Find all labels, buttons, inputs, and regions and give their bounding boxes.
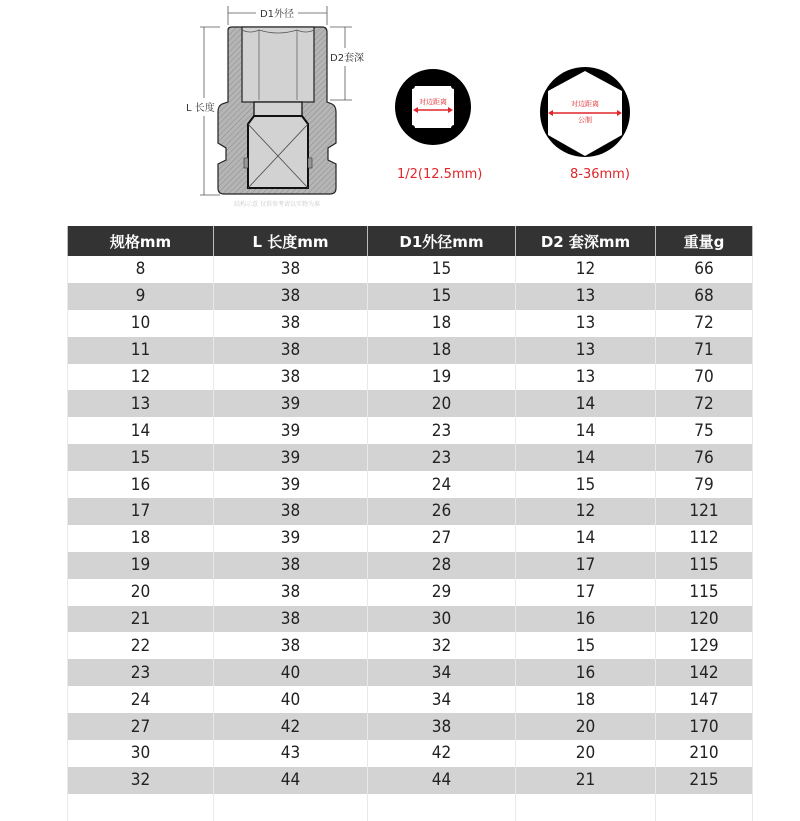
cell-weight: 121 — [656, 498, 753, 525]
cell-length: 38 — [214, 310, 368, 337]
cell-length: 39 — [214, 444, 368, 471]
cell-clipped — [68, 794, 214, 821]
cell-outer-diameter: 20 — [368, 390, 516, 417]
table-row — [68, 310, 753, 337]
cell-weight: 76 — [656, 444, 753, 471]
cell-size: 9 — [68, 283, 214, 310]
cell-depth: 15 — [516, 471, 656, 498]
cell-size: 27 — [68, 713, 214, 740]
table-row — [68, 444, 753, 471]
cell-size: 8 — [68, 256, 214, 283]
header-length: L 长度mm — [214, 226, 368, 256]
table-row — [68, 337, 753, 364]
table-row — [68, 579, 753, 606]
cell-size: 19 — [68, 552, 214, 579]
diagram-caption: 结构示意 仅供参考请以实物为准 — [234, 201, 320, 208]
table-row — [68, 606, 753, 633]
cell-weight: 147 — [656, 686, 753, 713]
cell-outer-diameter: 27 — [368, 525, 516, 552]
square-drive-inner-label: 对边距离 — [419, 98, 447, 106]
cell-size: 12 — [68, 364, 214, 391]
header-weight: 重量g — [656, 226, 753, 256]
cell-depth: 15 — [516, 632, 656, 659]
cell-length: 38 — [214, 632, 368, 659]
cell-length: 38 — [214, 256, 368, 283]
cell-weight: 120 — [656, 606, 753, 633]
cell-outer-diameter: 19 — [368, 364, 516, 391]
hex-socket-size-range: 8-36mm) — [570, 167, 630, 182]
cell-depth: 13 — [516, 283, 656, 310]
table-row — [68, 686, 753, 713]
table-row — [68, 364, 753, 391]
table-row — [68, 417, 753, 444]
cell-outer-diameter: 34 — [368, 659, 516, 686]
cell-weight: 170 — [656, 713, 753, 740]
cell-length: 38 — [214, 337, 368, 364]
cell-clipped — [214, 794, 368, 821]
cell-length: 38 — [214, 283, 368, 310]
cell-length: 39 — [214, 525, 368, 552]
cell-size: 13 — [68, 390, 214, 417]
cell-outer-diameter: 30 — [368, 606, 516, 633]
cell-size: 15 — [68, 444, 214, 471]
cell-size: 20 — [68, 579, 214, 606]
table-row — [68, 525, 753, 552]
cell-weight: 79 — [656, 471, 753, 498]
table-row — [68, 390, 753, 417]
cell-length: 38 — [214, 579, 368, 606]
header-outer-diameter: D1外径mm — [368, 226, 516, 256]
table-row — [68, 740, 753, 767]
cell-weight: 75 — [656, 417, 753, 444]
cell-outer-diameter: 23 — [368, 444, 516, 471]
cell-outer-diameter: 38 — [368, 713, 516, 740]
cell-weight: 71 — [656, 337, 753, 364]
cell-weight: 129 — [656, 632, 753, 659]
cell-depth: 13 — [516, 337, 656, 364]
cell-length: 39 — [214, 471, 368, 498]
spec-table — [67, 226, 752, 800]
cell-weight: 72 — [656, 310, 753, 337]
d2-label: D2套深 — [330, 53, 365, 64]
cell-size: 11 — [68, 337, 214, 364]
cell-size: 10 — [68, 310, 214, 337]
square-drive-icon — [395, 69, 471, 145]
cell-depth: 20 — [516, 740, 656, 767]
cell-size: 17 — [68, 498, 214, 525]
cell-depth: 17 — [516, 552, 656, 579]
cell-depth: 20 — [516, 713, 656, 740]
cell-length: 43 — [214, 740, 368, 767]
cell-depth: 21 — [516, 767, 656, 794]
cell-size: 21 — [68, 606, 214, 633]
cell-outer-diameter: 18 — [368, 337, 516, 364]
cell-depth: 17 — [516, 579, 656, 606]
cell-weight: 72 — [656, 390, 753, 417]
cell-clipped — [656, 794, 753, 821]
table-row — [68, 471, 753, 498]
table-row — [68, 713, 753, 740]
hex-inner-label: 对边距离 — [571, 100, 599, 108]
square-drive-size: 1/2(12.5mm) — [397, 167, 483, 182]
table-row — [68, 498, 753, 525]
cell-weight: 70 — [656, 364, 753, 391]
cell-size: 22 — [68, 632, 214, 659]
cell-weight: 115 — [656, 552, 753, 579]
cell-depth: 12 — [516, 256, 656, 283]
cell-size: 16 — [68, 471, 214, 498]
cell-weight: 112 — [656, 525, 753, 552]
cell-outer-diameter: 42 — [368, 740, 516, 767]
cell-size: 14 — [68, 417, 214, 444]
cell-weight: 66 — [656, 256, 753, 283]
cell-size: 32 — [68, 767, 214, 794]
cell-outer-diameter: 15 — [368, 283, 516, 310]
header-size: 规格mm — [68, 226, 214, 256]
cell-length: 39 — [214, 417, 368, 444]
cell-weight: 215 — [656, 767, 753, 794]
cell-depth: 14 — [516, 417, 656, 444]
cell-outer-diameter: 26 — [368, 498, 516, 525]
cell-outer-diameter: 23 — [368, 417, 516, 444]
table-row — [68, 632, 753, 659]
cell-length: 42 — [214, 713, 368, 740]
cell-outer-diameter: 24 — [368, 471, 516, 498]
cell-clipped — [368, 794, 516, 821]
cell-depth: 16 — [516, 606, 656, 633]
cell-size: 18 — [68, 525, 214, 552]
cell-size: 24 — [68, 686, 214, 713]
cell-length: 38 — [214, 498, 368, 525]
socket-shapes-illustration — [395, 55, 645, 190]
header-depth: D2 套深mm — [516, 226, 656, 256]
cell-depth: 14 — [516, 525, 656, 552]
table-row — [68, 283, 753, 310]
cell-outer-diameter: 29 — [368, 579, 516, 606]
cell-clipped — [516, 794, 656, 821]
d1-label: D1外径 — [259, 9, 295, 20]
cell-length: 39 — [214, 390, 368, 417]
cell-depth: 14 — [516, 444, 656, 471]
cell-weight: 68 — [656, 283, 753, 310]
cell-depth: 12 — [516, 498, 656, 525]
cell-outer-diameter: 15 — [368, 256, 516, 283]
cell-depth: 14 — [516, 390, 656, 417]
cell-outer-diameter: 28 — [368, 552, 516, 579]
cell-length: 38 — [214, 552, 368, 579]
cell-weight: 142 — [656, 659, 753, 686]
cell-length: 44 — [214, 767, 368, 794]
table-row — [68, 552, 753, 579]
cell-length: 40 — [214, 659, 368, 686]
hex-sub-label: 公制 — [578, 116, 592, 124]
cell-size: 30 — [68, 740, 214, 767]
table-row — [68, 767, 753, 794]
cell-length: 38 — [214, 606, 368, 633]
table-row — [68, 256, 753, 283]
cell-depth: 13 — [516, 364, 656, 391]
cell-outer-diameter: 44 — [368, 767, 516, 794]
cell-outer-diameter: 18 — [368, 310, 516, 337]
table-row — [68, 659, 753, 686]
cell-depth: 13 — [516, 310, 656, 337]
cell-outer-diameter: 32 — [368, 632, 516, 659]
cell-size: 23 — [68, 659, 214, 686]
table-header-row — [68, 226, 753, 256]
cell-depth: 16 — [516, 659, 656, 686]
socket-cross-section-diagram — [186, 0, 380, 210]
cell-length: 38 — [214, 364, 368, 391]
cell-outer-diameter: 34 — [368, 686, 516, 713]
cell-weight: 115 — [656, 579, 753, 606]
table-row-clipped — [68, 794, 753, 821]
cell-weight: 210 — [656, 740, 753, 767]
cell-length: 40 — [214, 686, 368, 713]
l-label: L 长度 — [186, 103, 215, 114]
hex-socket-icon — [540, 67, 630, 157]
cell-depth: 18 — [516, 686, 656, 713]
